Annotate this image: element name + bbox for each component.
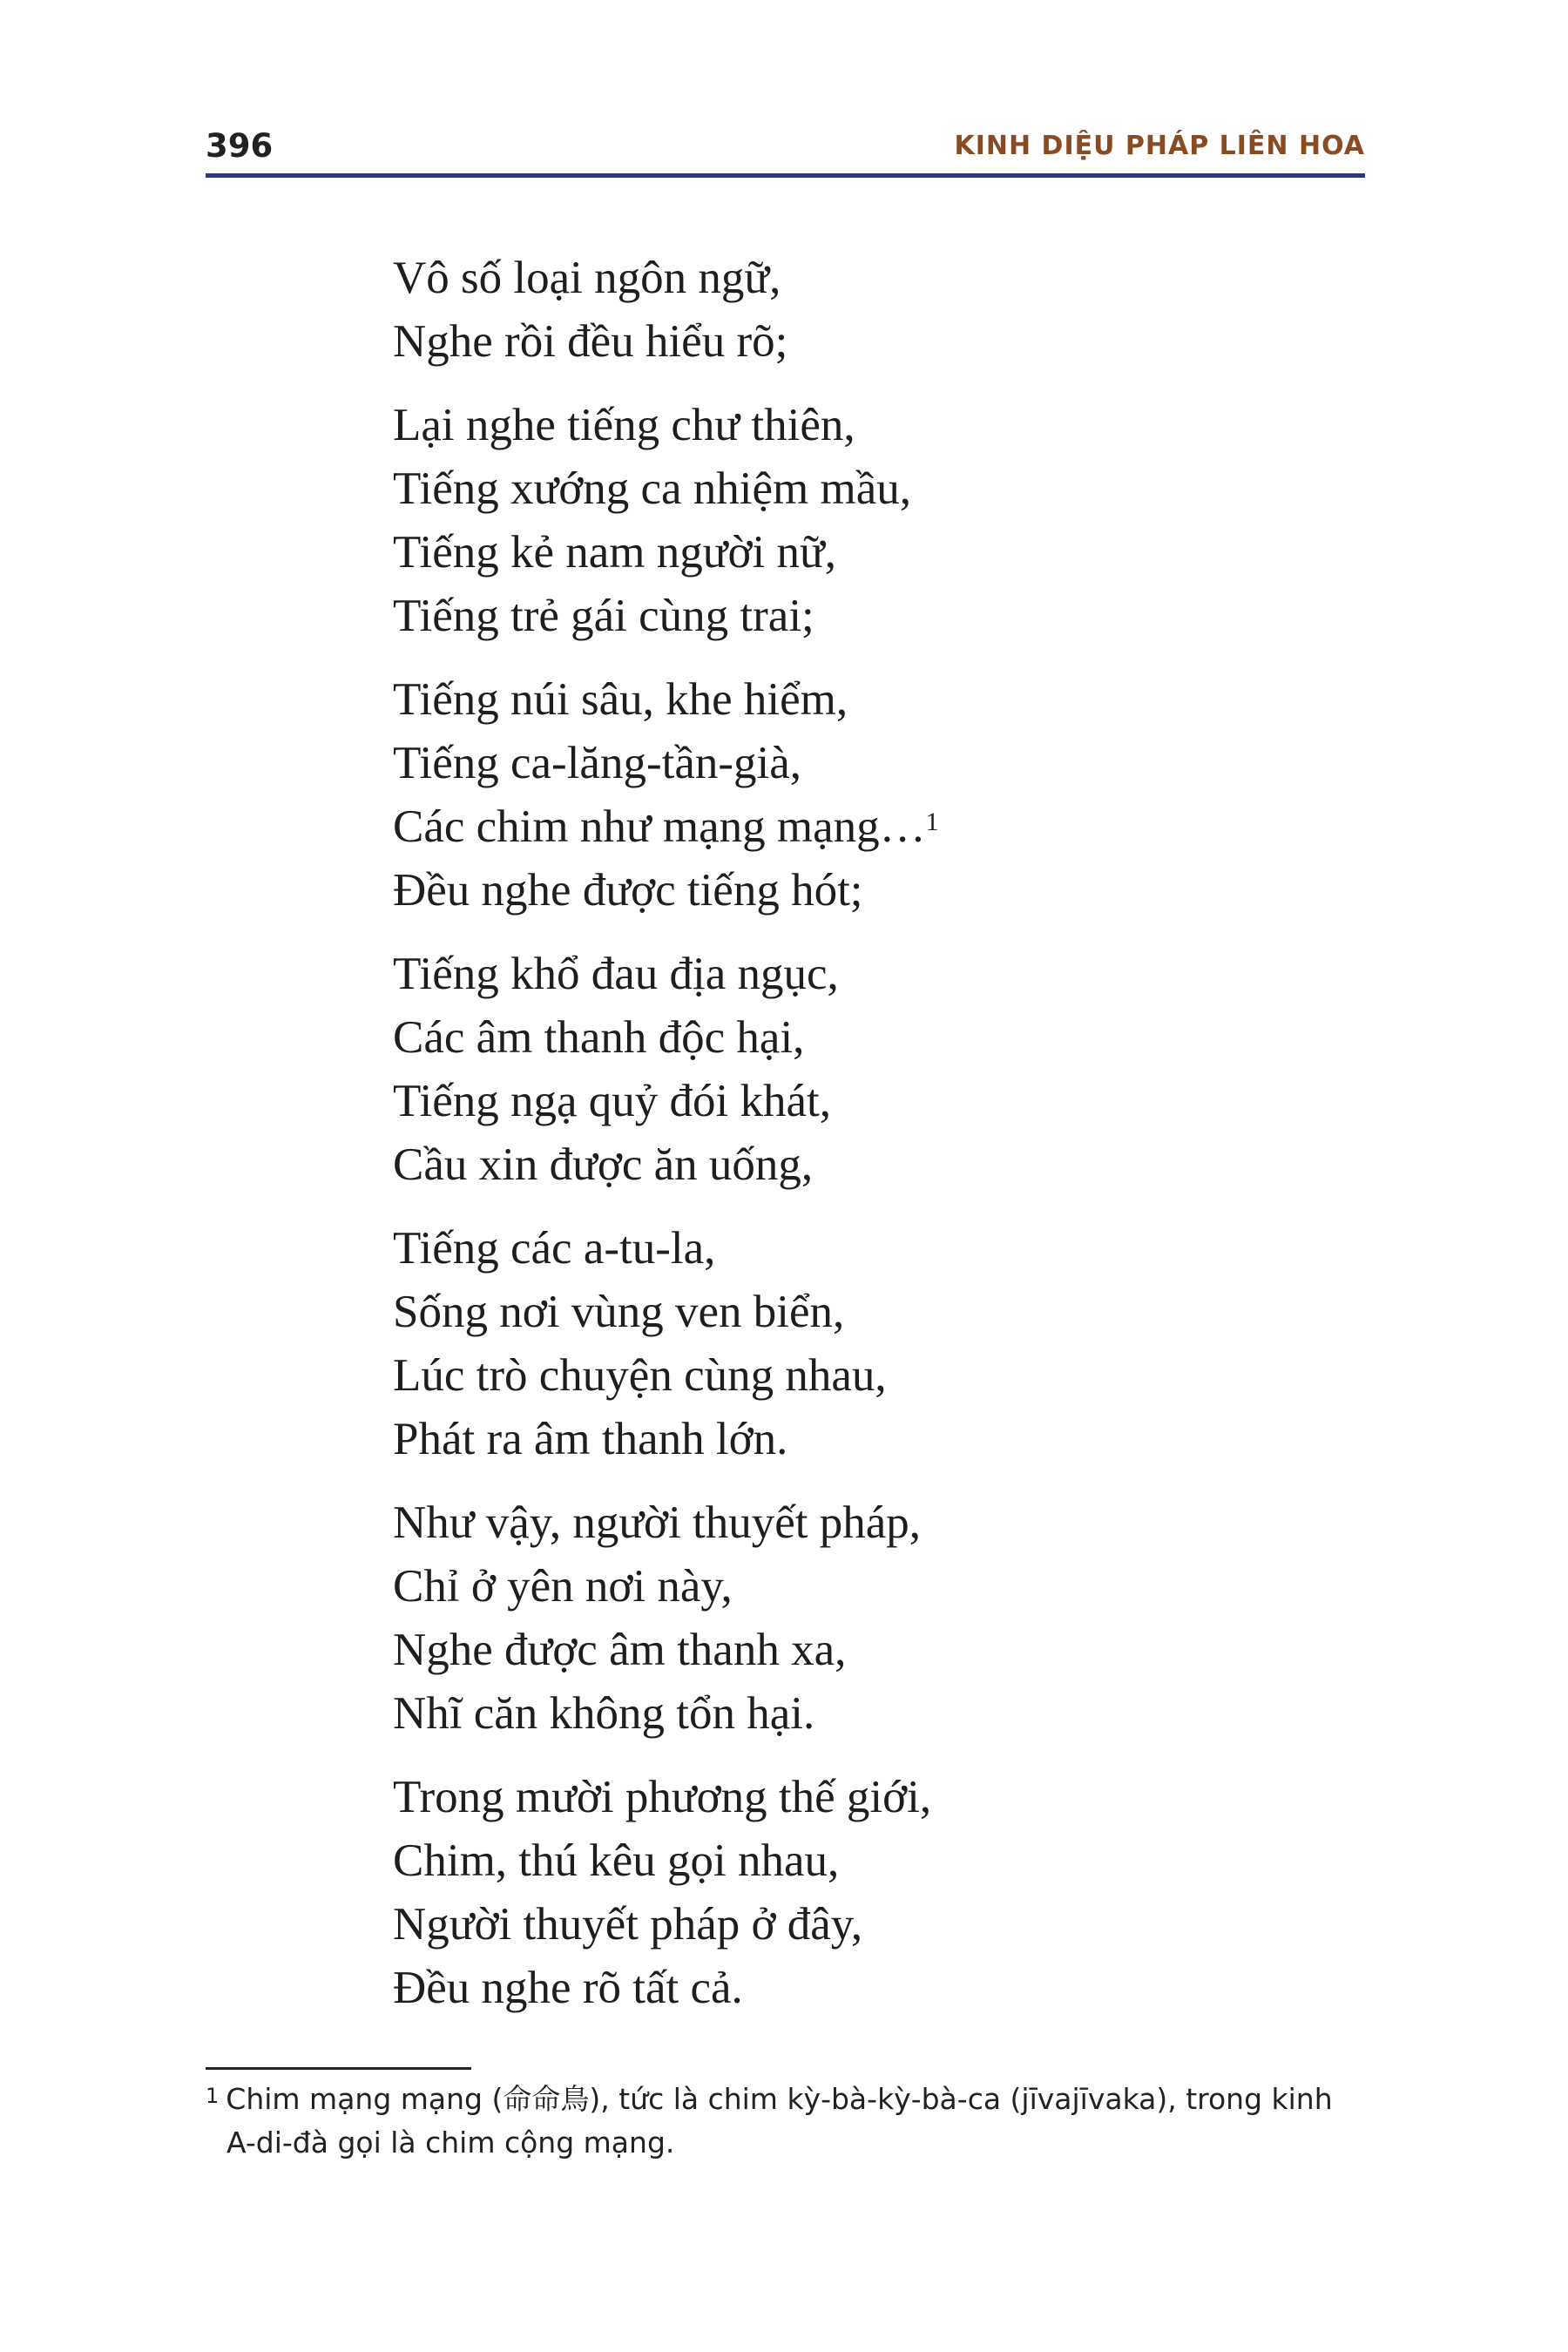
poem-line: Tiếng kẻ nam người nữ, [393,527,836,578]
poem-line: Đều nghe rõ tất cả. [393,1963,743,2013]
poem-line: Các âm thanh độc hại, [393,1012,805,1063]
poem [393,247,939,2040]
poem-line: Tiếng núi sâu, khe hiểm, [393,674,848,725]
poem-line-with-footnote [393,795,939,859]
footnote-number: 1 [206,2084,220,2108]
poem-line: Lại nghe tiếng chư thiên, [393,400,855,450]
page-number: 396 [206,127,274,165]
poem-line: Chim, thú kêu gọi nhau, [393,1835,840,1886]
poem-line: Trong mười phương thế giới, [393,1772,932,1822]
footnote-separator [206,2067,471,2070]
poem-line-text: Các chim như mạng mạng… [393,801,926,852]
stanza-4 [393,943,939,1197]
stanza-7 [393,1766,939,2020]
poem-line: Phát ra âm thanh lớn. [393,1414,788,1464]
footnote-reference[interactable]: 1 [925,808,939,836]
poem-line: Tiếng xướng ca nhiệm mầu, [393,463,912,514]
footnote [206,2078,1365,2165]
poem-line: Người thuyết pháp ở đây, [393,1899,863,1950]
poem-line: Lúc trò chuyện cùng nhau, [393,1350,887,1401]
stanza-6 [393,1491,939,1746]
poem-line: Nhĩ căn không tổn hại. [393,1688,815,1739]
poem-line: Tiếng ngạ quỷ đói khát, [393,1076,832,1126]
stanza-3 [393,668,939,923]
footnote-text-line2: A-di-đà gọi là chim cộng mạng. [226,2126,675,2159]
poem-line: Tiếng các a-tu-la, [393,1223,716,1274]
poem-line: Nghe được âm thanh xa, [393,1625,847,1675]
poem-line: Sống nơi vùng ven biển, [393,1287,845,1337]
poem-line: Đều nghe được tiếng hót; [393,865,863,916]
running-title: KINH DIỆU PHÁP LIÊN HOA [954,131,1365,161]
poem-line: Cầu xin được ăn uống, [393,1139,814,1190]
stanza-5 [393,1217,939,1471]
poem-line: Tiếng khổ đau địa ngục, [393,949,839,999]
footnote-text-line1: Chim mạng mạng (命命鳥), tức là chim kỳ-bà-kỳ-bà-ca (jīvajīvaka), trong kinh [226,2082,1333,2116]
poem-line: Tiếng trẻ gái cùng trai; [393,591,814,641]
poem-line: Vô số loại ngôn ngữ, [393,253,781,303]
poem-line: Như vậy, người thuyết pháp, [393,1497,922,1548]
header-rule [206,173,1365,178]
stanza-1 [393,247,939,374]
poem-line: Chỉ ở yên nơi này, [393,1561,733,1612]
stanza-2 [393,394,939,648]
poem-line: Nghe rồi đều hiểu rõ; [393,316,788,367]
poem-line: Tiếng ca-lăng-tần-già, [393,738,802,788]
